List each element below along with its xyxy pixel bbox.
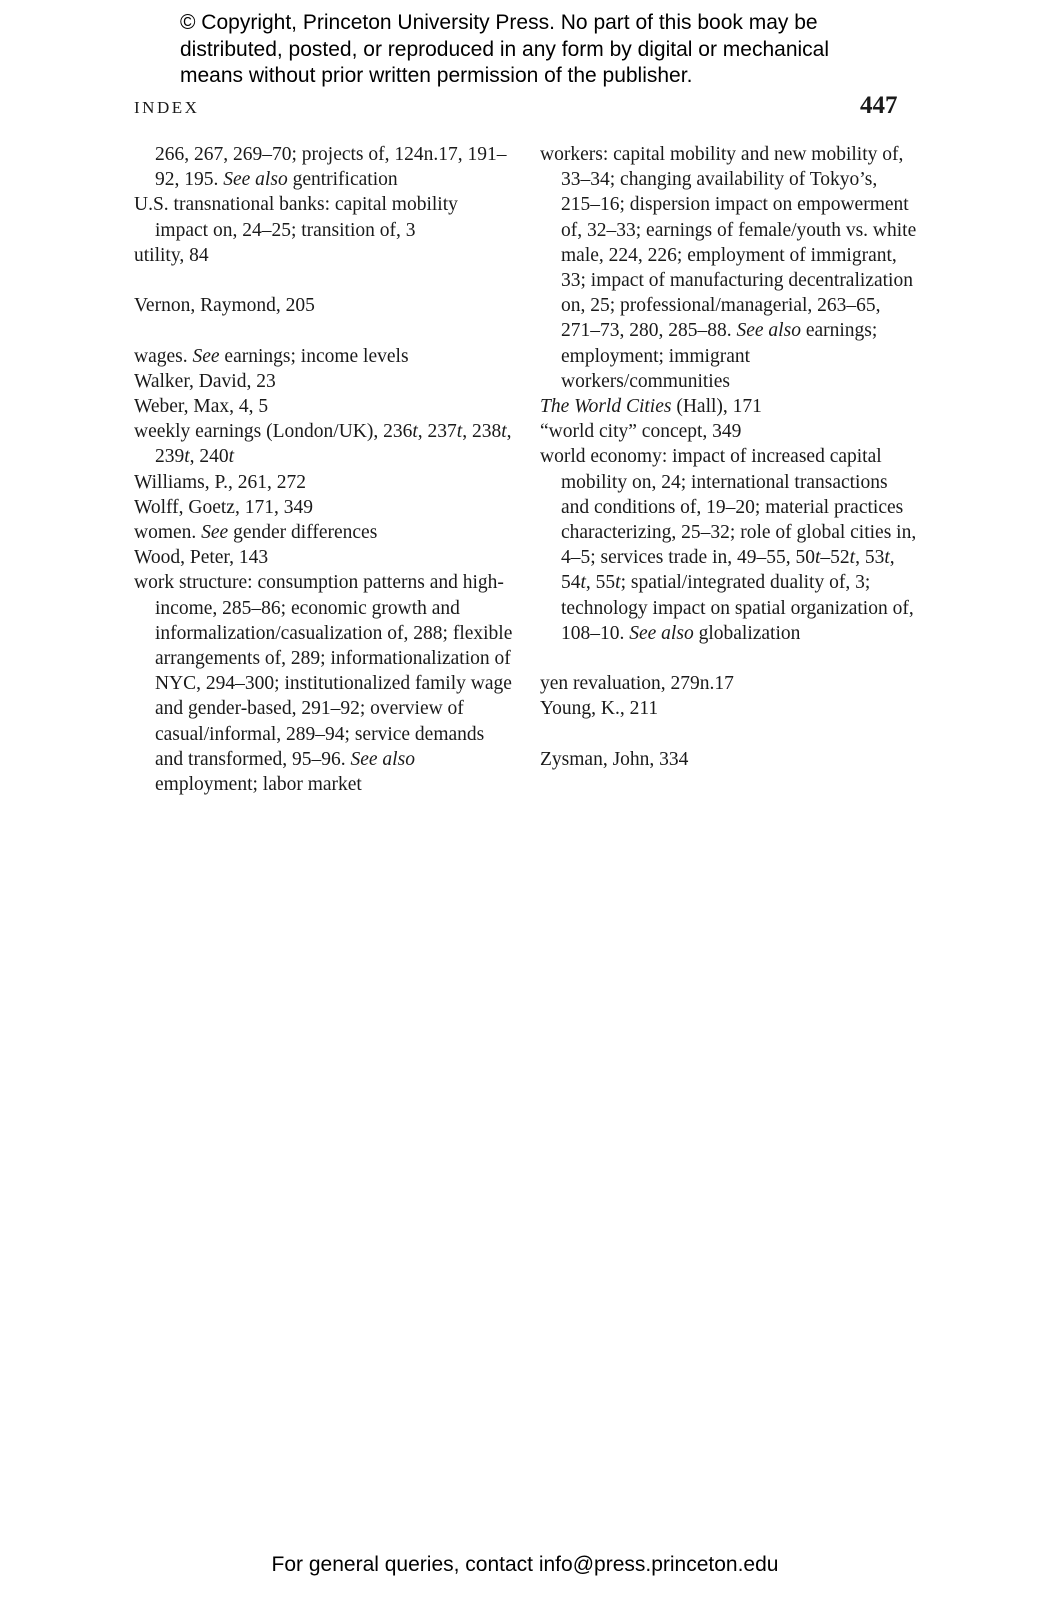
- footer-contact: For general queries, contact info@press.princeton.edu: [271, 1553, 779, 1576]
- index-entry: U.S. transnational banks: capital mobility impact on, 24–25; transition of, 3: [134, 194, 458, 241]
- index-entry: women. See gender differences: [134, 522, 378, 544]
- index-entry: Young, K., 211: [540, 698, 659, 720]
- index-entry: Zysman, John, 334: [540, 748, 689, 770]
- letter-gap: [540, 646, 920, 671]
- index-entry: Walker, David, 23: [134, 370, 276, 392]
- copyright-line: distributed, posted, or reproduced in any form by digital or mechanical: [180, 37, 830, 61]
- letter-gap: [540, 722, 920, 747]
- page-number: 447: [860, 92, 898, 119]
- letter-gap: [134, 268, 514, 293]
- copyright-line: means without prior written permission of the publisher.: [180, 64, 693, 87]
- index-entry: world economy: impact of increased capital mobility on, 24; international transactions and conditions of, 19–20; material practices characterizing, 25–32; role of global cities in, 4–5; services trade in, 49–55, 50t–52t, 53t, 54t, 55t; spatial/integrated duality of, 3; technology impact on spatial organization of, 108–10. See also globalization: [540, 446, 917, 644]
- index-entry: utility, 84: [134, 244, 209, 266]
- index-entry: weekly earnings (London/UK), 236t, 237t, 238t, 239t, 240t: [134, 421, 512, 468]
- index-entry: The World Cities (Hall), 171: [540, 396, 762, 418]
- running-head: INDEX: [134, 98, 200, 117]
- index-entry: Wood, Peter, 143: [134, 547, 269, 569]
- index-column-left: [134, 142, 514, 797]
- index-column-right: [540, 142, 920, 772]
- index-entry: Weber, Max, 4, 5: [134, 396, 269, 417]
- index-entry: Wolff, Goetz, 171, 349: [134, 496, 313, 518]
- copyright-line: © Copyright, Princeton University Press. No part of this book may be: [180, 11, 818, 34]
- index-entry-continued: 266, 267, 269–70; projects of, 124n.17, 191–92, 195. See also gentrification: [155, 144, 507, 191]
- book-title: The World Cities: [540, 396, 672, 418]
- index-entry: “world city” concept, 349: [540, 421, 742, 443]
- letter-gap: [134, 318, 514, 343]
- copyright-notice: [180, 10, 980, 90]
- index-entry: yen revaluation, 279n.17: [540, 673, 734, 695]
- index-entry: Williams, P., 261, 272: [134, 471, 307, 493]
- index-entry: workers: capital mobility and new mobility of, 33–34; changing availability of Tokyo’s, 215–16; dispersion impact on empowerment of, 32–33; earnings of female/youth vs. white male, 224, 226; employment of immigrant, 33; impact of manufacturing decentralization on, 25; professional/managerial, 263–65, 271–73, 280, 285–88. See also earnings; employment; immigrant workers/communities: [540, 144, 917, 392]
- index-entry: work structure: consumption patterns and high-income, 285–86; economic growth and informalization/casualization of, 288; flexible arrangements of, 289; informationalization of NYC, 294–300; institutionalized family wage and gender-based, 291–92; overview of casual/informal, 289–94; service demands and transformed, 95–96. See also employment; labor market: [134, 572, 513, 796]
- index-entry: Vernon, Raymond, 205: [134, 295, 315, 317]
- index-entry: wages. See earnings; income levels: [134, 345, 409, 367]
